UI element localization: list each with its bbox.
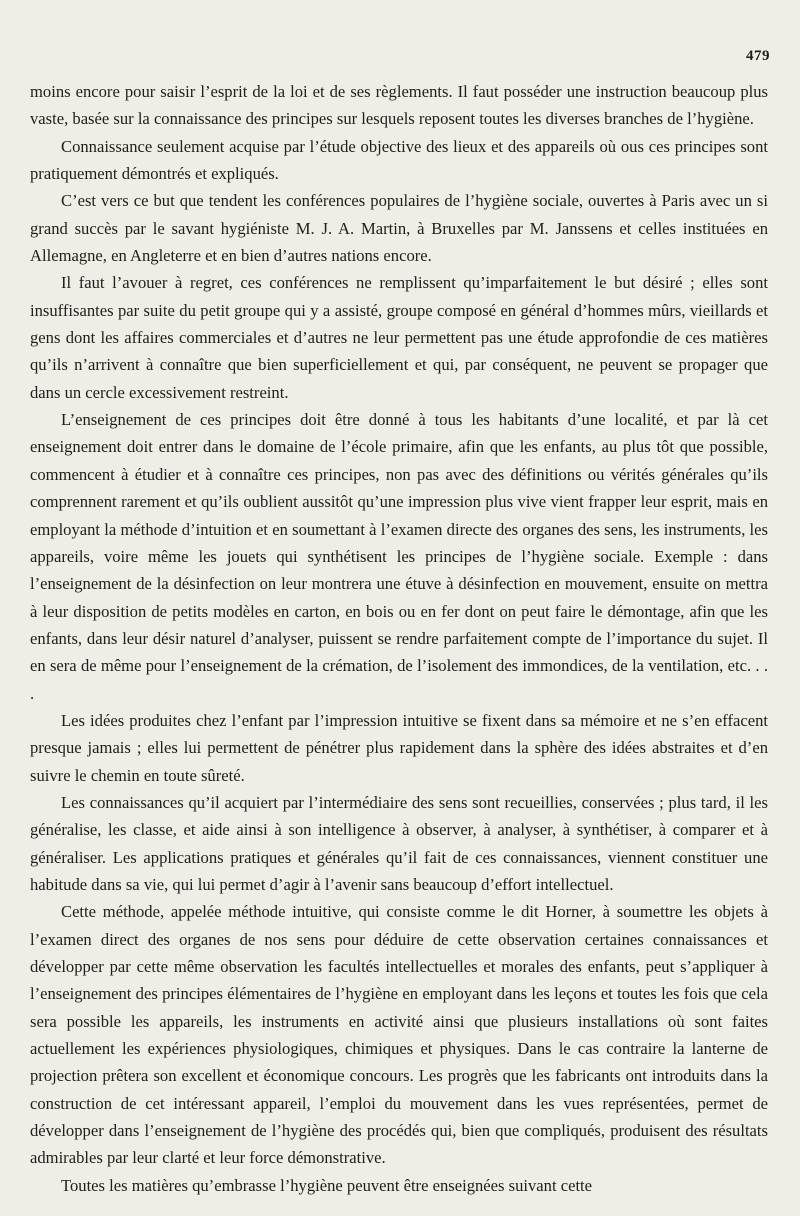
- paragraph: Il faut l’avouer à regret, ces conférences ne remplissent qu’imparfaitement le but désiré ; elles sont insuffisantes par suite du petit groupe qui y a assisté, groupe composé en général d’hommes mûrs, vieillards et gens dont les affaires commerciales et d’autres ne leur permettent pas une étude approfondie de ces matières qu’ils n’arrivent à connaître que bien superficiellement et qui, par conséquent, ne peuvent se propager que dans un cercle excessivement restreint.: [30, 273, 768, 402]
- paragraph: Cette méthode, appelée méthode intuitive, qui consiste comme le dit Horner, à soumettre les objets à l’examen direct des organes de nos sens pour déduire de cette observation certaines connaissances et développer par cette même observation les facultés intellectuelles et morales des enfants, peut s’appliquer à l’enseignement des principes élémentaires de l’hygiène en employant dans les leçons et toutes les fois que cela sera possible les appareils, les instruments en activité ainsi que plusieurs installations où sont faites actuellement les expériences physiologiques, chimiques et physiques. Dans le cas contraire la lanterne de projection prêtera son excellent et économique concours. Les progrès que les fabricants ont introduits dans la construction de cet intéressant appareil, l’emploi du mouvement dans les vues représentées, permet de développer dans l’enseignement de l’hygiène des procédés qui, bien que compliqués, produisent des résultats admirables par leur clarté et leur force démonstrative.: [30, 902, 768, 1168]
- paragraph: C’est vers ce but que tendent les conférences populaires de l’hygiène sociale, ouvertes à Paris avec un si grand succès par le savant hygiéniste M. J. A. Martin, à Bruxelles par M. Janssens et celles instituées en Allemagne, en Angleterre et en bien d’autres nations encore.: [30, 191, 768, 266]
- paragraph: L’enseignement de ces principes doit être donné à tous les habitants d’une localité, et par là cet enseignement doit entrer dans le domaine de l’école primaire, afin que les enfants, au plus tôt que possible, commencent à étudier et à connaître ces principes, non pas avec des définitions ou vérités générales qu’ils comprennent rarement et qu’ils oublient aussitôt qu’une impression plus vive vient frapper leur esprit, mais en employant la méthode d’intuition et en soumettant à l’examen directe des organes des sens, les instruments, les appareils, voire même les jouets qui synthétisent les principes de l’hygiène sociale. Exemple : dans l’enseignement de la désinfection on leur montrera une étuve à désinfection en mouvement, ensuite on mettra à leur disposition de petits modèles en carton, en bois ou en fer dont on peut faire le démontage, afin que les enfants, dans leur désir naturel d’analyser, puissent se rendre parfaitement compte de l’importance du sujet. Il en sera de même pour l’enseignement de la crémation, de l’isolement des immondices, de la ventilation, etc. . . .: [30, 410, 768, 703]
- paragraph-continues: Toutes les matières qu’embrasse l’hygiène peuvent être enseignées suivant cette: [61, 1175, 593, 1195]
- body-text: [30, 78, 768, 1199]
- paragraph: Les idées produites chez l’enfant par l’impression intuitive se fixent dans sa mémoire et ne s’en effacent presque jamais ; elles lui permettent de pénétrer plus rapidement dans la sphère des idées abstraites et d’en suivre le chemin en toute sûreté.: [30, 710, 768, 785]
- paragraph: Connaissance seulement acquise par l’étude objective des lieux et des appareils où ous ces principes sont pratiquement démontrés et expliqués.: [30, 136, 768, 184]
- paragraph: Les connaissances qu’il acquiert par l’intermédiaire des sens sont recueillies, conservées ; plus tard, il les généralise, les classe, et aide ainsi à son intelligence à observer, à analyser, à synthétiser, à comparer et à généraliser. Les applications pratiques et générales qu’il fait de ces connaissances, viennent constituer une habitude dans sa vie, qui lui permet d’agir à l’avenir sans beaucoup d’effort intellectuel.: [30, 792, 768, 894]
- page-number: 479: [746, 48, 770, 64]
- paragraph-continuation: moins encore pour saisir l’esprit de la loi et de ses règlements. Il faut posséder une instruction beaucoup plus vaste, basée sur la connaissance des principes sur lesquels reposent toutes les diverses branches de l’hygiène.: [30, 82, 768, 129]
